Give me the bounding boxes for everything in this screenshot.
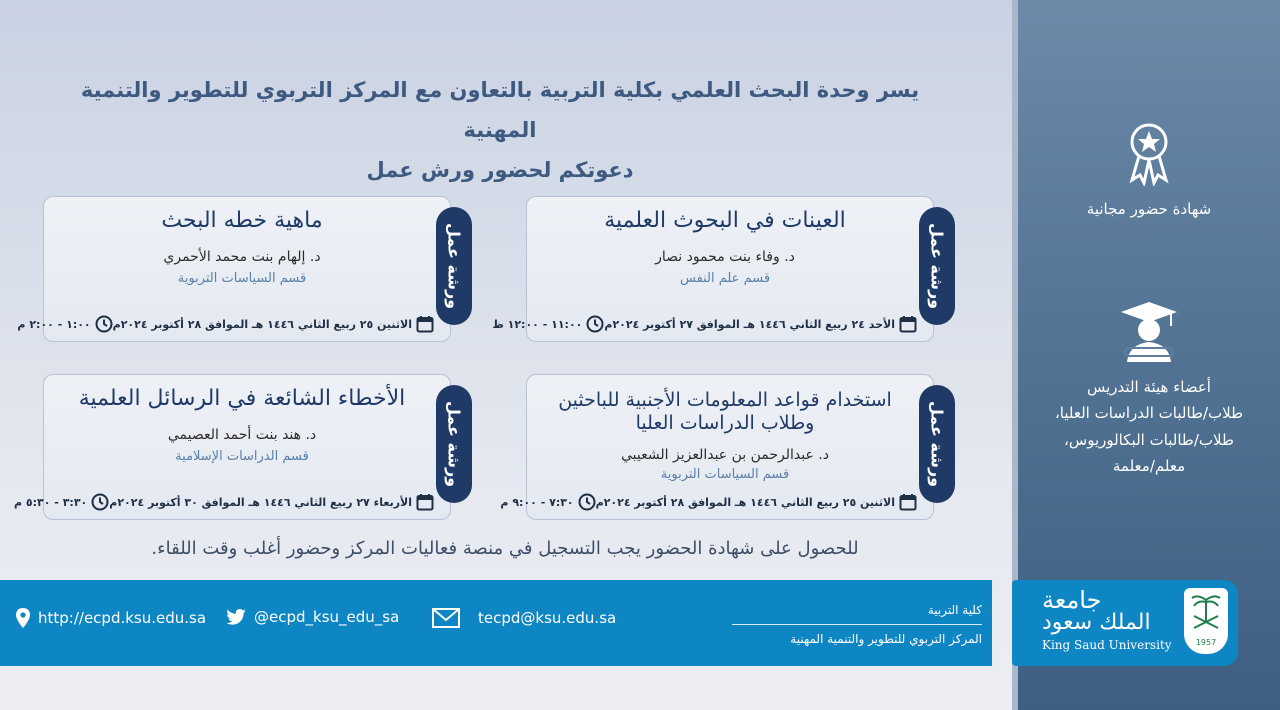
- workshop-department: قسم السياسات التربوية: [177, 271, 307, 286]
- college-name: كلية التربية: [927, 603, 982, 617]
- logo-arabic-line-1: جامعة: [1042, 586, 1102, 614]
- twitter-handle[interactable]: @ecpd_ksu_edu_sa: [254, 608, 400, 626]
- university-crest: [1184, 588, 1228, 654]
- award-ribbon-icon: [1124, 120, 1174, 186]
- workshop-title: الأخطاء الشائعة في الرسائل العلمية: [78, 386, 406, 411]
- workshop-department: قسم الدراسات الإسلامية: [175, 449, 309, 464]
- workshop-time: ١١:٠٠ - ١٢:٠٠ ظ: [492, 317, 583, 331]
- workshop-time: ١:٠٠ - ٢:٠٠ م: [17, 317, 91, 331]
- header-line-1: يسر وحدة البحث العلمي بكلية التربية بالتعاون مع المركز التربوي للتطوير والتنمية المهنية: [80, 78, 920, 142]
- header-line-2: دعوتكم لحضور ورش عمل: [366, 158, 634, 182]
- crest-year: 1957: [1195, 638, 1217, 647]
- workshop-badge: ورشة عمل: [436, 385, 472, 503]
- website-contact[interactable]: [16, 608, 206, 628]
- workshop-badge: ورشة عمل: [436, 207, 472, 325]
- workshop-card-2: [17, 196, 464, 342]
- audience-block: [1018, 300, 1280, 479]
- location-pin-icon: [16, 608, 30, 628]
- workshop-presenter: د. هند بنت أحمد العصيمي: [167, 427, 317, 443]
- invitation-header: [60, 70, 940, 190]
- workshop-department: قسم السياسات التربوية: [660, 467, 790, 482]
- calendar-icon: [899, 315, 917, 333]
- certificate-block: [1018, 120, 1280, 222]
- email-address[interactable]: tecpd@ksu.edu.sa: [478, 609, 617, 627]
- university-logo: [1012, 580, 1238, 666]
- email-contact[interactable]: [432, 608, 616, 628]
- registration-note: للحصول على شهادة الحضور يجب التسجيل في منصة فعاليات المركز وحضور أغلب وقت اللقاء.: [151, 538, 859, 559]
- clock-icon: [95, 315, 113, 333]
- workshop-date: الاثنين ٢٥ ربيع الثاني ١٤٤٦ هـ الموافق ٢٨ أكتوبر ٢٠٢٤م: [595, 495, 895, 509]
- twitter-contact[interactable]: [226, 608, 399, 626]
- calendar-icon: [416, 315, 434, 333]
- audience-list: [1018, 374, 1280, 479]
- workshop-meta: [17, 315, 434, 333]
- palm-swords-emblem-icon: [1184, 588, 1228, 638]
- workshop-time: ٣:٣٠ - ٥:٣٠ م: [14, 495, 88, 509]
- workshop-title: العينات في البحوث العلمية: [604, 208, 846, 233]
- twitter-bird-icon: [226, 609, 246, 625]
- logo-english-name: King Saud University: [1042, 638, 1172, 652]
- workshop-card-4: [14, 374, 464, 520]
- audience-item: معلم/معلمة: [1112, 456, 1186, 475]
- certificate-label: شهادة حضور مجانية: [1086, 200, 1212, 218]
- calendar-icon: [416, 493, 434, 511]
- graduate-icon: [1117, 300, 1181, 366]
- workshop-date: الأحد ٢٤ ربيع الثاني ١٤٤٦ هـ الموافق ٢٧ أكتوبر ٢٠٢٤م: [604, 317, 895, 331]
- audience-item: طلاب/طالبات الدراسات العليا،: [1054, 404, 1244, 423]
- clock-icon: [586, 315, 604, 333]
- website-link[interactable]: http://ecpd.ksu.edu.sa: [38, 609, 207, 627]
- workshop-date: الاثنين ٢٥ ربيع الثاني ١٤٤٦ هـ الموافق ٢٨ أكتوبر ٢٠٢٤م: [112, 317, 412, 331]
- center-name: المركز التربوي للتطوير والتنمية المهنية: [732, 624, 982, 653]
- clock-icon: [91, 493, 109, 511]
- workshop-title: استخدام قواعد المعلومات الأجنبية للباحثين وطلاب الدراسات العليا: [558, 389, 892, 434]
- college-info: [732, 596, 982, 653]
- clock-icon: [578, 493, 596, 511]
- workshop-card-1: [492, 196, 947, 342]
- workshop-card-3: [500, 374, 947, 520]
- envelope-icon: [432, 608, 460, 628]
- audience-item: أعضاء هيئة التدريس: [1087, 378, 1211, 396]
- workshop-meta: [14, 493, 434, 511]
- workshop-date: الأربعاء ٢٧ ربيع الثاني ١٤٤٦ هـ الموافق ٣٠ أكتوبر ٢٠٢٤م: [109, 495, 412, 509]
- calendar-icon: [899, 493, 917, 511]
- workshop-badge: ورشة عمل: [919, 207, 955, 325]
- workshop-presenter: د. إلهام بنت محمد الأحمري: [163, 249, 321, 265]
- logo-arabic-line-2: الملك سعود: [1042, 610, 1151, 635]
- workshop-time: ٧:٣٠ - ٩:٠٠ م: [500, 495, 574, 509]
- workshop-presenter: د. عبدالرحمن بن عبدالعزيز الشعيبي: [621, 447, 829, 463]
- footer-bar: [0, 580, 992, 666]
- workshop-title: ماهية خطه البحث: [161, 208, 323, 233]
- workshop-badge: ورشة عمل: [919, 385, 955, 503]
- workshop-presenter: د. وفاء بنت محمود نصار: [655, 249, 795, 265]
- workshop-meta: [492, 315, 917, 333]
- workshop-meta: [500, 493, 917, 511]
- workshop-department: قسم علم النفس: [679, 271, 771, 286]
- audience-item: طلاب/طالبات البكالوريوس،: [1064, 430, 1234, 449]
